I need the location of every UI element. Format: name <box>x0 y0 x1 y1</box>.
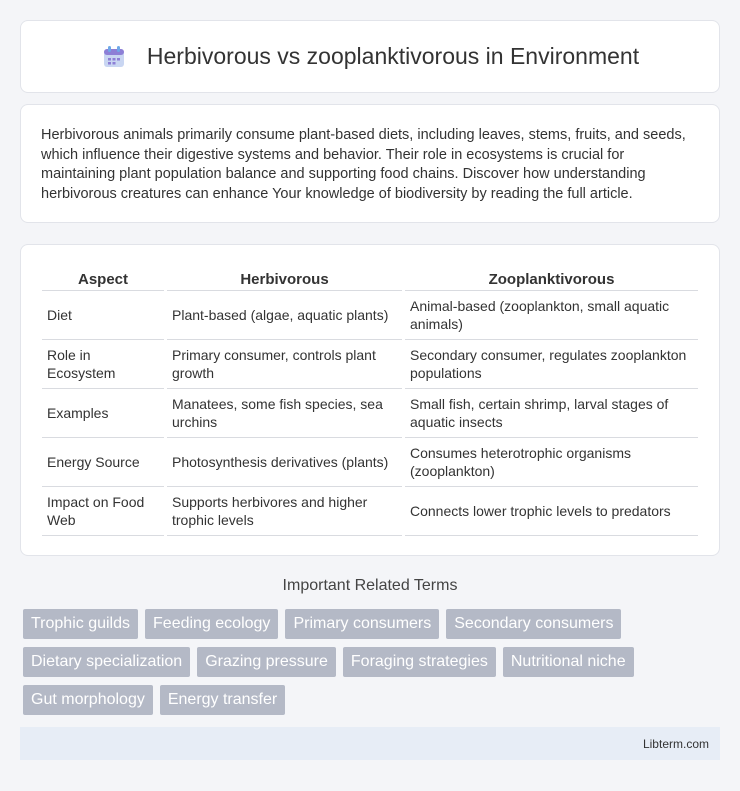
related-terms-heading: Important Related Terms <box>282 577 458 594</box>
related-terms-list <box>23 609 723 715</box>
footer-site-link[interactable]: Libterm.com <box>642 737 709 751</box>
footer <box>20 727 720 760</box>
table-row <box>42 487 698 536</box>
table-cell: Primary consumer, controls plant growth <box>167 340 402 389</box>
table-cell: Supports herbivores and higher trophic levels <box>167 487 402 536</box>
table-cell: Plant-based (algae, aquatic plants) <box>167 291 402 340</box>
table-row <box>42 389 698 438</box>
header-zooplanktivorous: Zooplanktivorous <box>405 265 698 291</box>
intro-card <box>20 104 720 223</box>
table-cell: Examples <box>42 389 164 438</box>
table-cell: Energy Source <box>42 438 164 487</box>
header-herbivorous: Herbivorous <box>167 265 402 291</box>
table-cell: Impact on Food Web <box>42 487 164 536</box>
table-cell: Role in Ecosystem <box>42 340 164 389</box>
table-cell: Manatees, some fish species, sea urchins <box>167 389 402 438</box>
table-row <box>42 438 698 487</box>
table-cell: Photosynthesis derivatives (plants) <box>167 438 402 487</box>
term-tag[interactable]: Secondary consumers <box>446 609 621 639</box>
term-tag[interactable]: Trophic guilds <box>23 609 138 639</box>
term-tag[interactable]: Primary consumers <box>285 609 439 639</box>
term-tag[interactable]: Nutritional niche <box>503 647 634 677</box>
header-card <box>20 20 720 93</box>
table-cell: Consumes heterotrophic organisms (zooplankton) <box>405 438 698 487</box>
table-row <box>42 291 698 340</box>
term-tag[interactable]: Dietary specialization <box>23 647 190 677</box>
intro-text: Herbivorous animals primarily consume plant-based diets, including leaves, stems, fruits, and seeds, which influence their digestive systems and behavior. Their role in ecosystems is crucial for maintaining plant population balance and supporting food chains. Discover how understanding herbivorous creatures can enhance Your knowledge of biodiversity by reading the full article. <box>41 127 686 202</box>
calendar-icon <box>101 44 127 70</box>
table-cell: Diet <box>42 291 164 340</box>
term-tag[interactable]: Gut morphology <box>23 685 153 715</box>
table-cell: Connects lower trophic levels to predators <box>405 487 698 536</box>
table-cell: Small fish, certain shrimp, larval stages of aquatic insects <box>405 389 698 438</box>
table-cell: Secondary consumer, regulates zooplankton populations <box>405 340 698 389</box>
term-tag[interactable]: Foraging strategies <box>343 647 496 677</box>
term-tag[interactable]: Energy transfer <box>160 685 285 715</box>
table-header-row <box>42 265 698 291</box>
term-tag[interactable]: Grazing pressure <box>197 647 336 677</box>
comparison-table <box>39 265 701 536</box>
table-row <box>42 340 698 389</box>
term-tag[interactable]: Feeding ecology <box>145 609 278 639</box>
page-title: Herbivorous vs zooplanktivorous in Environment <box>146 43 640 69</box>
comparison-card <box>20 244 720 556</box>
header-aspect: Aspect <box>42 265 164 291</box>
table-cell: Animal-based (zooplankton, small aquatic animals) <box>405 291 698 340</box>
